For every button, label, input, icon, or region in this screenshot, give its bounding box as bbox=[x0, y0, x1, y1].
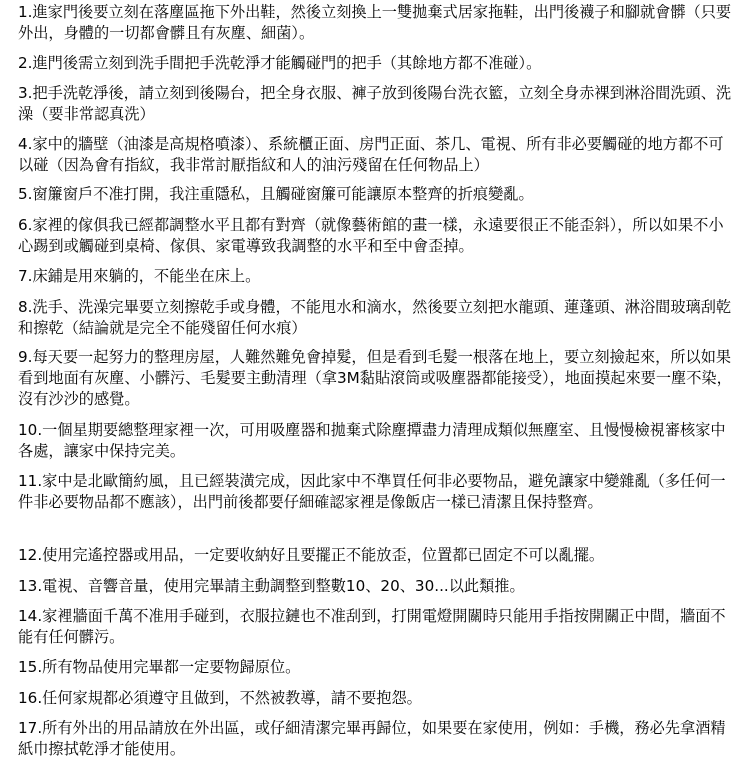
rule-item: 9.每天要一起努力的整理房屋，人難然難免會掉髮，但是看到毛髮一根落在地上，要立刻撿起來，所以如果看到地面有灰塵、小髒污、毛髮要主動清理（拿3M黏貼滾筒或吸塵器都能接受），地面摸起來要一塵不染，沒有沙沙的感覺。 bbox=[18, 348, 732, 408]
rule-item: 1.進家門後要立刻在落塵區拖下外出鞋，然後立刻換上一雙拋棄式居家拖鞋，出門後襪子和腳就會髒（只要外出，身體的一切都會髒且有灰塵、細菌）。 bbox=[18, 3, 732, 42]
rule-item: 3.把手洗乾淨後，請立刻到後陽台，把全身衣服、褲子放到後陽台洗衣籃，立刻全身赤裸到淋浴間洗頭、洗澡（要非常認真洗） bbox=[18, 84, 732, 123]
rule-item: 10.一個星期要總整理家裡一次，可用吸塵器和拋棄式除塵撢盡力清理成類似無塵室、且慢慢檢視審核家中各處，讓家中保持完美。 bbox=[18, 421, 726, 460]
rule-item: 15.所有物品使用完畢都一定要物歸原位。 bbox=[18, 658, 301, 676]
rule-item: 13.電視、音響音量，使用完畢請主動調整到整數10、20、30...以此類推。 bbox=[18, 577, 525, 595]
rule-item: 8.洗手、洗澡完畢要立刻擦乾手或身體，不能甩水和滴水，然後要立刻把水龍頭、蓮蓬頭、淋浴間玻璃刮乾和擦乾（結論就是完全不能殘留任何水痕） bbox=[18, 298, 732, 337]
rule-item: 16.任何家規都必須遵守且做到，不然被教導，請不要抱怨。 bbox=[18, 689, 422, 707]
rule-item: 11.家中是北歐簡約風，且已經裝潢完成，因此家中不準買任何非必要物品，避免讓家中變雜亂（多任何一件非必要物品都不應該），出門前後都要仔細確認家裡是像飯店一樣已清潔且保持整齊。 bbox=[18, 472, 726, 511]
rule-item: 14.家裡牆面千萬不准用手碰到，衣服拉鏈也不准刮到，打開電燈開關時只能用手指按開關正中間，牆面不能有任何髒污。 bbox=[18, 607, 726, 646]
rule-item: 6.家裡的傢俱我已經都調整水平且都有對齊（就像藝術館的畫一樣，永遠要很正不能歪斜），所以如果不小心踢到或觸碰到桌椅、傢俱、家電導致我調整的水平和至中會歪掉。 bbox=[18, 216, 724, 255]
rule-item: 5.窗簾窗戶不准打開，我注重隱私，且觸碰窗簾可能讓原本整齊的折痕變亂。 bbox=[18, 185, 534, 203]
rule-item: 12.使用完遙控器或用品，一定要收納好且要擺正不能放歪，位置都已固定不可以亂擺。 bbox=[18, 546, 605, 564]
rule-item: 7.床鋪是用來躺的，不能坐在床上。 bbox=[18, 267, 261, 285]
rule-item: 17.所有外出的用品請放在外出區，或仔細清潔完畢再歸位，如果要在家使用，例如：手機，務必先拿酒精紙巾擦拭乾淨才能使用。 bbox=[18, 719, 726, 758]
rule-item: 2.進門後需立刻到洗手間把手洗乾淨才能觸碰門的把手（其餘地方都不准碰）。 bbox=[18, 54, 542, 72]
rule-item: 4.家中的牆壁（油漆是高規格噴漆）、系統櫃正面、房門正面、茶几、電視、所有非必要觸碰的地方都不可以碰（因為會有指紋，我非常討厭指紋和人的油污殘留在任何物品上） bbox=[18, 135, 724, 174]
